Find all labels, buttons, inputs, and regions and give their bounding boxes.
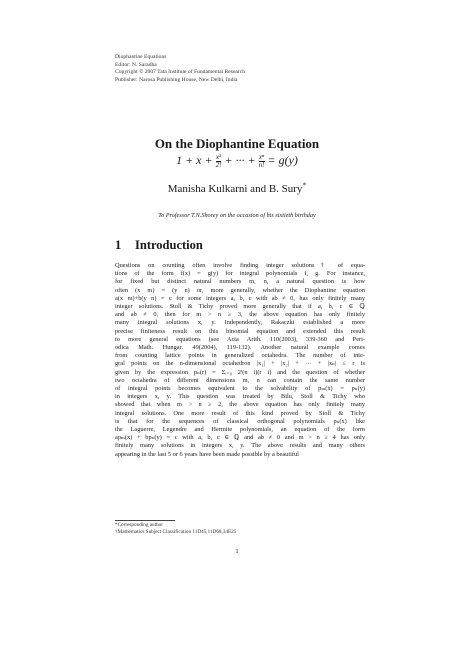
equation-middle: + ··· + bbox=[221, 153, 259, 167]
fraction-denominator: 2! bbox=[215, 160, 222, 169]
body-line: precise finiteness result on this binomial equation and extended this result bbox=[115, 327, 365, 335]
body-line: the Laguerre, Legendre and Hermite polynomials, an equation of the form bbox=[115, 426, 365, 434]
body-line: finitely many solutions in integers x, y. The above results and many others bbox=[115, 442, 365, 450]
editor-line: Editor: N. Saradha bbox=[115, 61, 157, 68]
fraction-denominator: n! bbox=[258, 160, 265, 169]
body-line: appearing in the last 5 or 6 years have been made possible by a beautiful bbox=[115, 450, 299, 458]
publisher-line: Publisher: Narosa Publishing House, New Delhi, India bbox=[115, 76, 238, 83]
body-line: many integral solutions x, y. Independently, Rakaczki established a more bbox=[115, 319, 365, 327]
body-line: odica Math. Hungar. 49(2004), 119-132). Another natural example comes bbox=[115, 344, 365, 352]
body-line: two octahedra of different dimensions m, n can contain the same number bbox=[115, 376, 365, 384]
equation-lhs-start: 1 + x + bbox=[176, 153, 216, 167]
section-number: 1 bbox=[115, 238, 122, 252]
authors-names: Manisha Kulkarni and B. Sury bbox=[167, 183, 303, 195]
body-line: apₘ(x) + bpₙ(y) = c with a, b, c ∈ ℚ and ab ≠ 0 and m > n ≥ 4 has only bbox=[115, 434, 365, 442]
section-heading bbox=[115, 237, 203, 253]
body-text bbox=[115, 262, 365, 459]
body-line: gral points on the n-dimensional octahedron |x₁| + |x₂| + ··· + |xₙ| ≤ r is bbox=[115, 360, 365, 368]
body-line: often (x m) = (y n) or, more generally, whether the Diophantine equation bbox=[115, 286, 365, 294]
dedication: To Professor T.N.Shorey on the occasion of his sixtieth birthday bbox=[158, 212, 316, 219]
paper-title: On the Diophantine Equation bbox=[154, 136, 320, 151]
fraction-numerator: x² bbox=[215, 152, 222, 161]
body-line: for fixed but distinct natural numbers m, n, a natural question is how bbox=[115, 278, 365, 286]
body-line: showed that when m > n ≥ 2, the above equation has only finitely many bbox=[115, 401, 365, 409]
section-title: Introduction bbox=[135, 238, 203, 252]
body-line: tions of the form f(x) = g(y) for integral polynomials f, g. For instance, bbox=[115, 270, 365, 278]
body-line: given by the expression pₙ(r) = Σᵢ₌₀ 2ⁱ(n i)(r i) and the question of whether bbox=[115, 368, 365, 376]
title-equation bbox=[0, 151, 474, 169]
body-line: is that for the sequences of classical orthogonal polynomials pₙ(x) like bbox=[115, 417, 365, 425]
equation-rhs: = g(y) bbox=[264, 153, 298, 167]
fraction-numerator: xⁿ bbox=[258, 152, 265, 161]
footnotes bbox=[115, 522, 365, 536]
body-line: and ab ≠ 0, then for m > n ≥ 3, the above equation has only finitely bbox=[115, 311, 365, 319]
footnote-corresponding-author: *Corresponding author bbox=[115, 522, 163, 528]
authors-line bbox=[0, 182, 474, 196]
body-line: integer solutions. Stoll & Tichy proved more generally that if a, b, c ∈ ℚ bbox=[115, 303, 365, 311]
body-line: a(x m)+b(y n) = c for some integers a, b, c with ab ≠ 0, has only finitely many bbox=[115, 294, 365, 302]
footnote-msc: †Mathematics Subject Classification 11D45,11D68,34E25 bbox=[115, 529, 237, 535]
copyright-line: Copyright © 2007 Tata Institute of Fundamental Research bbox=[115, 69, 246, 76]
body-line: in integers x, y. This question was treated by Bilu, Stoll & Tichy who bbox=[115, 393, 365, 401]
body-line: integral solutions. One more result of this kind proved by Stoll & Tichy bbox=[115, 409, 365, 417]
author-footnote-mark: * bbox=[302, 180, 307, 190]
body-line: of integral points becomes equivalent to the solvability of pₘ(x) = pₙ(y) bbox=[115, 385, 365, 393]
front-matter bbox=[115, 54, 375, 84]
page-number: 1 bbox=[235, 548, 239, 555]
body-line: from counting lattice points in generalized octahedra. The number of inte- bbox=[115, 352, 365, 360]
footnote-rule bbox=[115, 520, 175, 521]
body-line: Questions on counting often involve finding integer solutions† of equa- bbox=[115, 262, 365, 269]
body-line: to more general equations (see Acta Arith. 110(2003), 339-360 and Peri- bbox=[115, 335, 365, 343]
series-name: Diophantine Equations bbox=[115, 54, 167, 60]
